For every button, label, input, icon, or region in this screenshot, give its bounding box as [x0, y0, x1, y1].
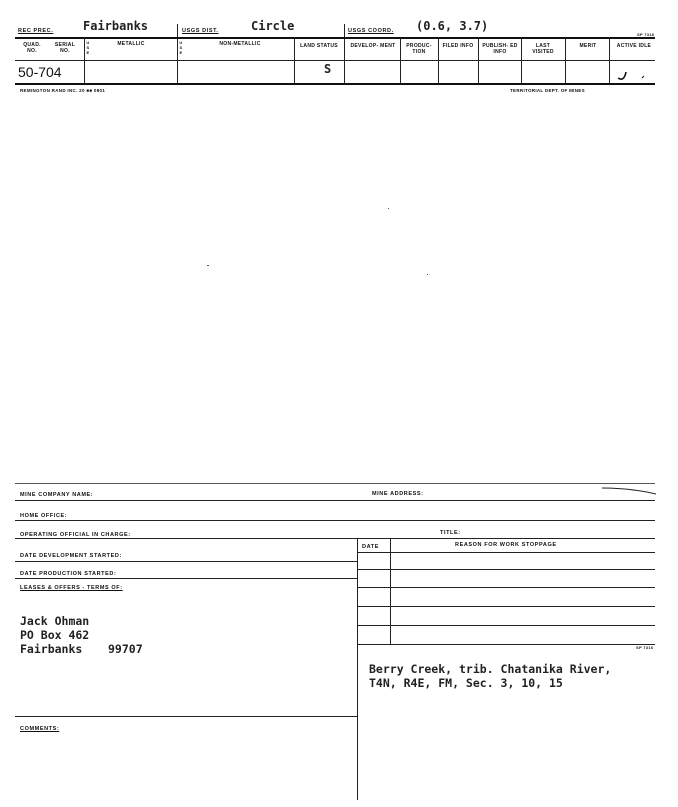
owner-zip: 99707	[108, 642, 143, 656]
col-published-info: PUBLISH- ED INFO	[482, 43, 518, 55]
speck	[388, 208, 389, 209]
col-last-visited: LAST VISITED	[532, 43, 554, 55]
owner-box: PO Box 462	[20, 628, 90, 642]
operating-official-label: OPERATING OFFICIAL IN CHARGE:	[20, 532, 131, 538]
usgs-dist-value: Circle	[251, 19, 295, 33]
date-prod-label: DATE PRODUCTION STARTED:	[20, 571, 117, 577]
location-line-1: Berry Creek, trib. Chatanika River,	[369, 662, 612, 676]
comments-label: COMMENTS:	[20, 726, 60, 732]
col-serial: SERIAL NO.	[54, 42, 76, 54]
row-land-status: S	[324, 62, 332, 76]
reason-col-label: REASON FOR WORK STOPPAGE	[455, 542, 557, 548]
form-code-bottom: SP 7316	[636, 645, 654, 650]
col-metallic: METALLIC	[117, 41, 145, 47]
mine-company-label: MINE COMPANY NAME:	[20, 492, 94, 498]
col-active-idle: ACTIVE IDLE	[616, 43, 652, 49]
col-nonmetallic: NON-METALLIC	[219, 41, 261, 47]
col-use-nonmetallic: U S E	[179, 40, 183, 55]
location-line-2: T4N, R4E, FM, Sec. 3, 10, 15	[369, 676, 563, 690]
date-col-label: DATE	[362, 544, 379, 550]
col-filed-info: FILED INFO	[442, 43, 474, 49]
title-label: TITLE:	[440, 530, 461, 536]
rec-prec-label: REC PREC.	[18, 28, 54, 34]
form-code-top: SP 7316	[637, 32, 655, 37]
row-quad-serial: 50-704	[18, 64, 62, 80]
speck	[207, 265, 209, 266]
usgs-coord-value: (0.6, 3.7)	[416, 19, 489, 33]
rec-prec-value: Fairbanks	[83, 19, 149, 33]
col-merit: MERIT	[579, 43, 597, 49]
col-quad: QUAD. NO.	[23, 42, 41, 54]
mine-address-label: MINE ADDRESS:	[372, 491, 424, 497]
col-use-metallic: U S E	[86, 40, 90, 55]
col-production: PRODUC- TION	[406, 43, 432, 55]
owner-city: Fairbanks	[20, 642, 83, 656]
corner-stroke	[600, 484, 658, 498]
col-land-status: LAND STATUS	[300, 43, 338, 49]
usgs-dist-label: USGS DIST.	[182, 28, 219, 34]
top-footer-right: TERRITORIAL DEPT. OF MINES	[510, 88, 585, 93]
owner-name: Jack Ohman	[20, 614, 90, 628]
speck	[427, 274, 428, 275]
home-office-label: HOME OFFICE:	[20, 513, 68, 519]
top-footer-left: REMINGTON RAND INC. 20 ■■ 0801	[20, 88, 106, 93]
usgs-coord-label: USGS COORD.	[348, 28, 394, 34]
handwritten-mark	[614, 64, 654, 84]
col-development: DEVELOP- MENT	[350, 43, 396, 49]
leases-label: LEASES & OFFERS - TERMS OF:	[20, 585, 123, 591]
date-dev-label: DATE DEVELOPMENT STARTED:	[20, 553, 122, 559]
